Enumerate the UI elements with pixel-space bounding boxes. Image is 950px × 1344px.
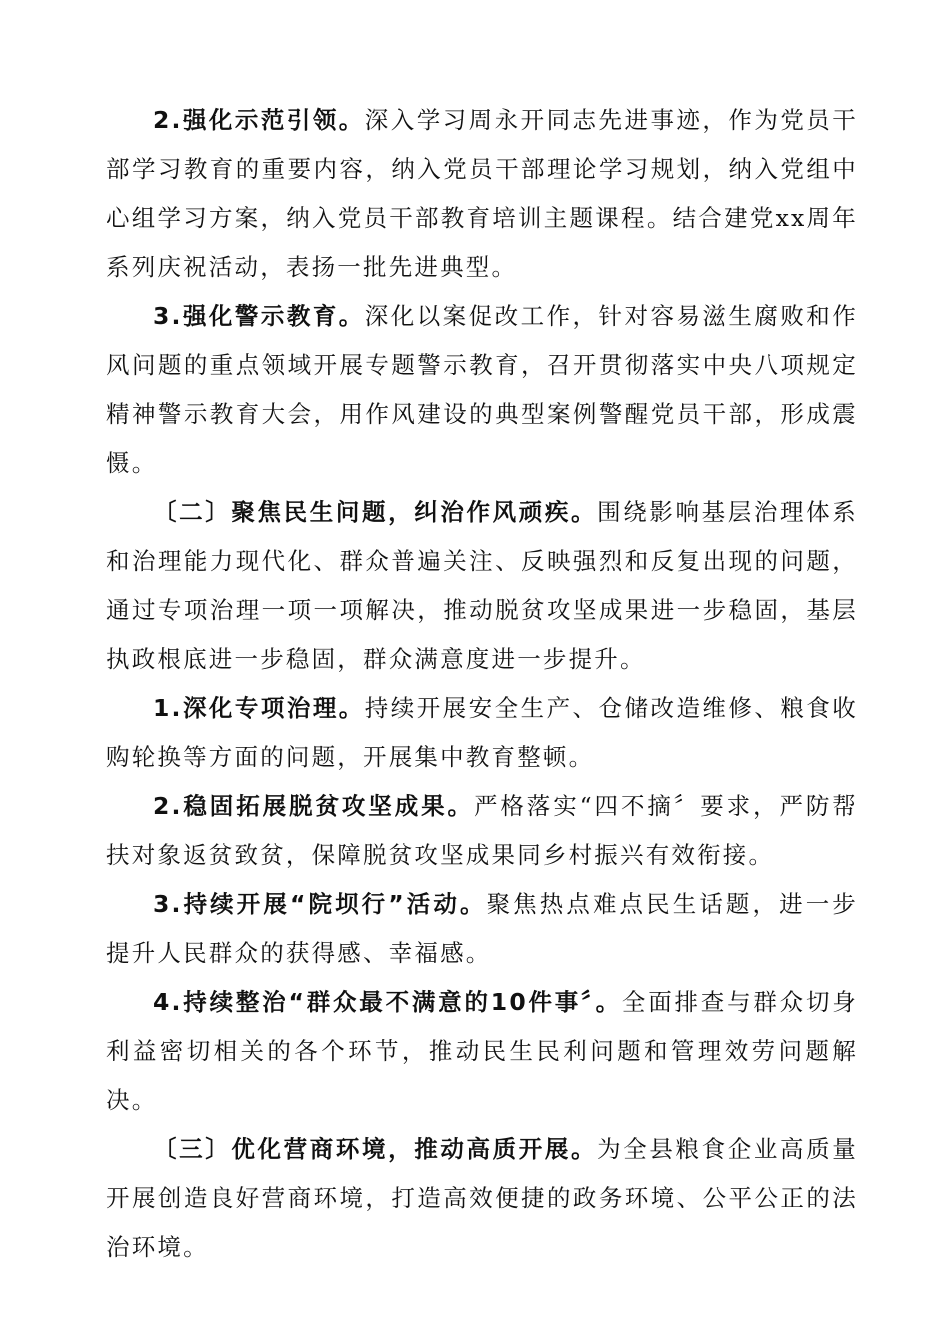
paragraph-text: 深化以案促改工作，针对容易滋生腐败和作风问题的重点领域开展专题警示教育，召开贯彻落实中央八项规定精神警示教育大会，用作风建设的典型案例警醒党员干部，形成震慑。 — [106, 302, 858, 477]
paragraph — [106, 96, 858, 292]
paragraph-heading: 1.深化专项治理。 — [153, 694, 365, 722]
paragraph-heading: 3.强化警示教育。 — [153, 302, 365, 330]
paragraph — [106, 782, 858, 880]
paragraph-text: 严格落实“四不摘〞要求，严防帮扶对象返贫致贫，保障脱贫攻坚成果同乡村振兴有效衔接。 — [106, 792, 858, 869]
paragraph-text: 全面排查与群众切身利益密切相关的各个环节，推动民生民利问题和管理效劳问题解决。 — [106, 988, 858, 1114]
paragraph-heading: 2.强化示范引领。 — [153, 106, 365, 134]
paragraph — [106, 684, 858, 782]
section-heading: 〔二〕聚焦民生问题，纠治作风顽疾。 — [153, 498, 598, 526]
document-body — [106, 96, 858, 1272]
paragraph-text: 围绕影响基层治理体系和治理能力现代化、群众普遍关注、反映强烈和反复出现的问题，通过专项治理一项一项解决，推动脱贫攻坚成果进一步稳固，基层执政根底进一步稳固，群众满意度进一步提升。 — [106, 498, 858, 673]
paragraph-text: 为全县粮食企业高质量开展创造良好营商环境，打造高效便捷的政务环境、公平公正的法治环境。 — [106, 1135, 858, 1261]
paragraph — [106, 880, 858, 978]
paragraph-text: 持续开展安全生产、仓储改造维修、粮食收购轮换等方面的问题，开展集中教育整顿。 — [106, 694, 858, 771]
paragraph — [106, 292, 858, 488]
paragraph — [106, 488, 858, 684]
paragraph-text: 聚焦热点难点民生话题，进一步提升人民群众的获得感、幸福感。 — [106, 890, 858, 967]
section-heading: 〔三〕优化营商环境，推动高质开展。 — [153, 1135, 598, 1163]
paragraph-heading: 2.稳固拓展脱贫攻坚成果。 — [153, 792, 474, 820]
paragraph-heading: 3.持续开展“院坝行”活动。 — [153, 890, 487, 918]
paragraph-heading: 4.持续整治“群众最不满意的10件事〞。 — [153, 988, 622, 1016]
paragraph-text: 深入学习周永开同志先进事迹，作为党员干部学习教育的重要内容，纳入党员干部理论学习规划，纳入党组中心组学习方案，纳入党员干部教育培训主题课程。结合建党xx周年系列庆祝活动，表扬一批先进典型。 — [106, 106, 858, 281]
paragraph — [106, 978, 858, 1125]
paragraph — [106, 1125, 858, 1272]
